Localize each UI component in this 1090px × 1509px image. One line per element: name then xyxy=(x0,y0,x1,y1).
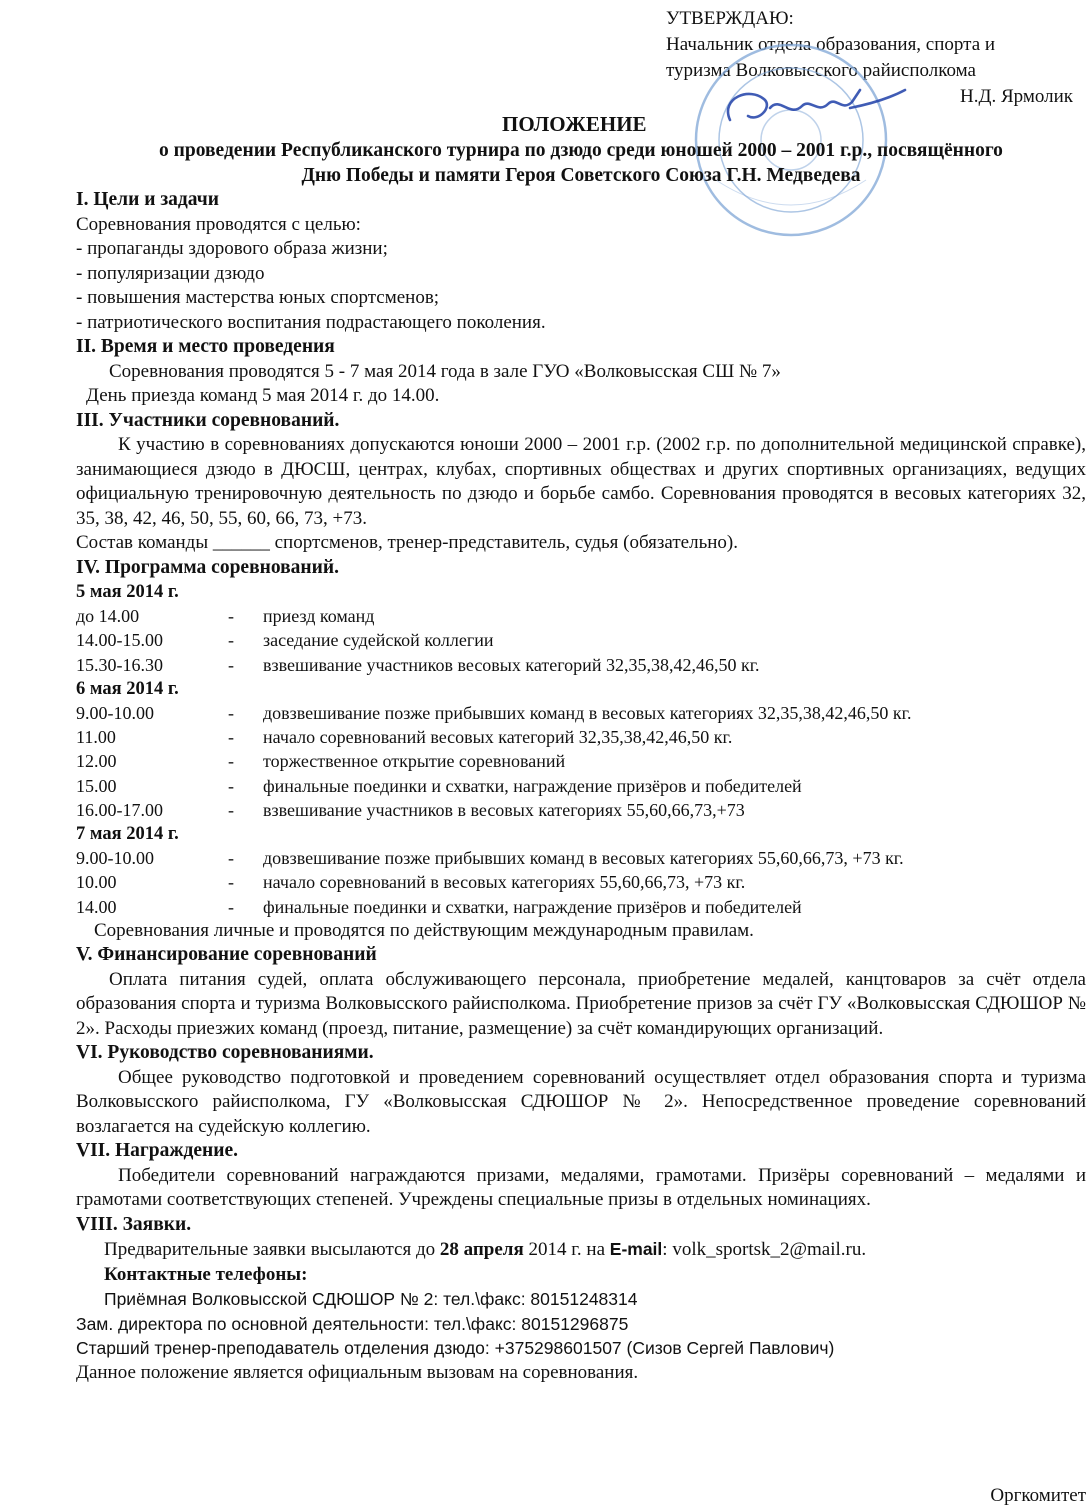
schedule-row xyxy=(76,628,1086,652)
schedule-row xyxy=(76,774,1086,798)
schedule-dash: - xyxy=(228,872,234,893)
schedule-row xyxy=(76,653,1086,677)
title-subtitle-line1: о проведении Республиканского турнира по дзюдо среди юношей 2000 – 2001 г.р., посвящённого xyxy=(159,140,1003,161)
schedule-event: приезд команд xyxy=(263,606,375,627)
schedule-event: довзвешивание позже прибывших команд в весовых категориях 55,60,66,73, +73 кг. xyxy=(263,848,904,869)
phone-line: Приёмная Волковысской СДЮШОР № 2: тел.\факс: 80151248314 xyxy=(104,1289,638,1310)
title-main: ПОЛОЖЕНИЕ xyxy=(502,112,647,136)
schedule-time: 14.00-15.00 xyxy=(76,630,163,651)
approval-position-line2: туризма Волковысского райисполкома xyxy=(666,60,976,81)
title-subtitle-line2: Дню Победы и памяти Героя Советского Союза Г.Н. Медведева xyxy=(301,165,861,186)
schedule-dash: - xyxy=(228,775,234,796)
schedule-row xyxy=(76,846,1086,870)
section-2-heading: II. Время и место проведения xyxy=(76,336,335,357)
section-5-heading: V. Финансирование соревнований xyxy=(76,944,377,966)
schedule-time: 9.00-10.00 xyxy=(76,848,154,869)
email-address[interactable]: : volk_sportsk_2@mail.ru. xyxy=(662,1239,867,1261)
closing-line: Данное положение является официальным вызовам на соревнования. xyxy=(76,1361,639,1383)
applications-pre: Предварительные заявки высылаются до xyxy=(104,1239,436,1261)
schedule-dash: - xyxy=(228,727,234,748)
document-body xyxy=(76,188,1086,1385)
schedule-dash: - xyxy=(228,751,234,772)
schedule-dash: - xyxy=(228,799,234,820)
section-3-team: Состав команды ______ спортсменов, тренер-представитель, судья (обязательно). xyxy=(76,532,738,553)
section-3-text: К участию в соревнованиях допускаются юноши 2000 – 2001 г.р. (2002 г.р. по дополнительной медицинской справке), занимающиеся дзюдо в ДЮСШ, центрах, клубах, спортивных обществах и других спортивных организациях, ведущих официальную тренировочную деятельность по дзюдо и борьбе самбо. Соревнования проводятся в весовых категориях 32, 35, 38, 42, 46, 50, 55, 60, 66, 73, +73. xyxy=(76,434,1086,529)
section-4-note: Соревнования личные и проводятся по действующим международным правилам. xyxy=(94,919,754,941)
section-4-heading: IV. Программа соревнований. xyxy=(76,556,339,578)
schedule-event: заседание судейской коллегии xyxy=(263,630,494,651)
section-7-heading: VII. Награждение. xyxy=(76,1140,239,1162)
approval-heading: УТВЕРЖДАЮ: xyxy=(666,8,794,29)
schedule-dash: - xyxy=(228,848,234,869)
schedule-time: 15.30-16.30 xyxy=(76,654,163,675)
schedule-day-date: 6 мая 2014 г. xyxy=(76,678,179,699)
schedule-time: до 14.00 xyxy=(76,606,140,627)
applications-deadline: 28 апреля xyxy=(439,1239,524,1261)
schedule-row xyxy=(76,725,1086,749)
schedule-time: 11.00 xyxy=(76,727,116,748)
section-6-text: Общее руководство подготовкой и проведением соревнований осуществляет отдел образования спорта и туризма Волковысского райисполкома, ГУ «Волковысская СДЮШОР № 2». Непосредственное проведение соревнований возлагается на судейскую коллегию. xyxy=(76,1066,1086,1137)
schedule-time: 16.00-17.00 xyxy=(76,799,163,820)
schedule-row xyxy=(76,749,1086,773)
approval-signer: Н.Д. Ярмолик xyxy=(960,86,1073,107)
schedule-event: взвешивание участников в весовых категориях 55,60,66,73,+73 xyxy=(263,799,745,820)
goal-item: - патриотического воспитания подрастающего поколения. xyxy=(76,311,546,333)
schedule-row xyxy=(76,870,1086,894)
section-3-heading: III. Участники соревнований. xyxy=(76,409,340,431)
section-7-text: Победители соревнований награждаются призами, медалями, грамотами. Призёры соревнований – медалями и грамотами соответствующих степеней. Учреждены специальные призы в отдельных номинациях. xyxy=(76,1164,1086,1211)
schedule-row xyxy=(76,701,1086,725)
section-1-heading: I. Цели и задачи xyxy=(76,189,219,210)
schedule-day-date: 5 мая 2014 г. xyxy=(76,582,179,602)
schedule-time: 10.00 xyxy=(76,872,117,893)
approval-position-line1: Начальник отдела образования, спорта и xyxy=(666,34,996,55)
schedule-time: 9.00-10.00 xyxy=(76,703,154,724)
schedule-time: 14.00 xyxy=(76,896,117,917)
section-8-heading: VIII. Заявки. xyxy=(76,1213,192,1235)
applications-line xyxy=(76,1237,1086,1263)
schedule-day-date: 7 мая 2014 г. xyxy=(76,824,179,845)
applications-mid: 2014 г. на xyxy=(528,1239,606,1261)
schedule-event: финальные поединки и схватки, награждение призёров и победителей xyxy=(263,896,802,917)
schedule-row xyxy=(76,798,1086,822)
section-6-heading: VI. Руководство соревнованиями. xyxy=(76,1042,374,1064)
schedule-dash: - xyxy=(228,606,234,627)
schedule-dash: - xyxy=(228,896,234,917)
schedule-dash: - xyxy=(228,654,234,675)
schedule-dash: - xyxy=(228,703,234,724)
section-5-text: Оплата питания судей, оплата обслуживающего персонала, приобретение медалей, канцтоваров за счёт отдела образования спорта и туризма Волковысского райисполкома. Приобретение призов за счёт ГУ «Волковысская СДЮШОР № 2». Расходы приезжих команд (проезд, питание, размещение) за счёт командирующих организаций. xyxy=(76,968,1086,1039)
schedule-event: начало соревнований весовых категорий 32,35,38,42,46,50 кг. xyxy=(263,727,733,748)
schedule-event: начало соревнований в весовых категориях 55,60,66,73, +73 кг. xyxy=(263,872,746,893)
schedule-time: 15.00 xyxy=(76,775,117,796)
email-label: E-mail xyxy=(609,1239,663,1260)
organizing-committee: Оргкомитет xyxy=(990,1485,1086,1506)
section-2-line1: Соревнования проводятся 5 - 7 мая 2014 года в зале ГУО «Волковысская СШ № 7» xyxy=(109,360,781,382)
schedule-event: взвешивание участников весовых категорий 32,35,38,42,46,50 кг. xyxy=(263,654,760,675)
goal-item: - пропаганды здорового образа жизни; xyxy=(76,238,388,259)
schedule-event: финальные поединки и схватки, награждение призёров и победителей xyxy=(263,775,802,796)
contacts-heading: Контактные телефоны: xyxy=(104,1263,308,1285)
schedule-time: 12.00 xyxy=(76,751,117,772)
section-2-line2: День приезда команд 5 мая 2014 г. до 14.00. xyxy=(86,385,440,406)
goal-item: - повышения мастерства юных спортсменов; xyxy=(76,287,440,308)
schedule-event: торжественное открытие соревнований xyxy=(263,751,566,772)
document-title xyxy=(76,110,1086,188)
schedule-row xyxy=(76,604,1086,628)
section-1-intro: Соревнования проводятся с целью: xyxy=(76,213,361,235)
goal-item: - популяризации дзюдо xyxy=(76,262,265,284)
schedule-row xyxy=(76,895,1086,919)
phone-line: Зам. директора по основной деятельности: тел.\факс: 80151296875 xyxy=(76,1313,629,1334)
schedule-event: довзвешивание позже прибывших команд в весовых категориях 32,35,38,42,46,50 кг. xyxy=(263,703,912,724)
schedule-dash: - xyxy=(228,630,234,651)
phone-line: Старший тренер-преподаватель отделения дзюдо: +375298601507 (Сизов Сергей Павлович) xyxy=(76,1338,835,1359)
